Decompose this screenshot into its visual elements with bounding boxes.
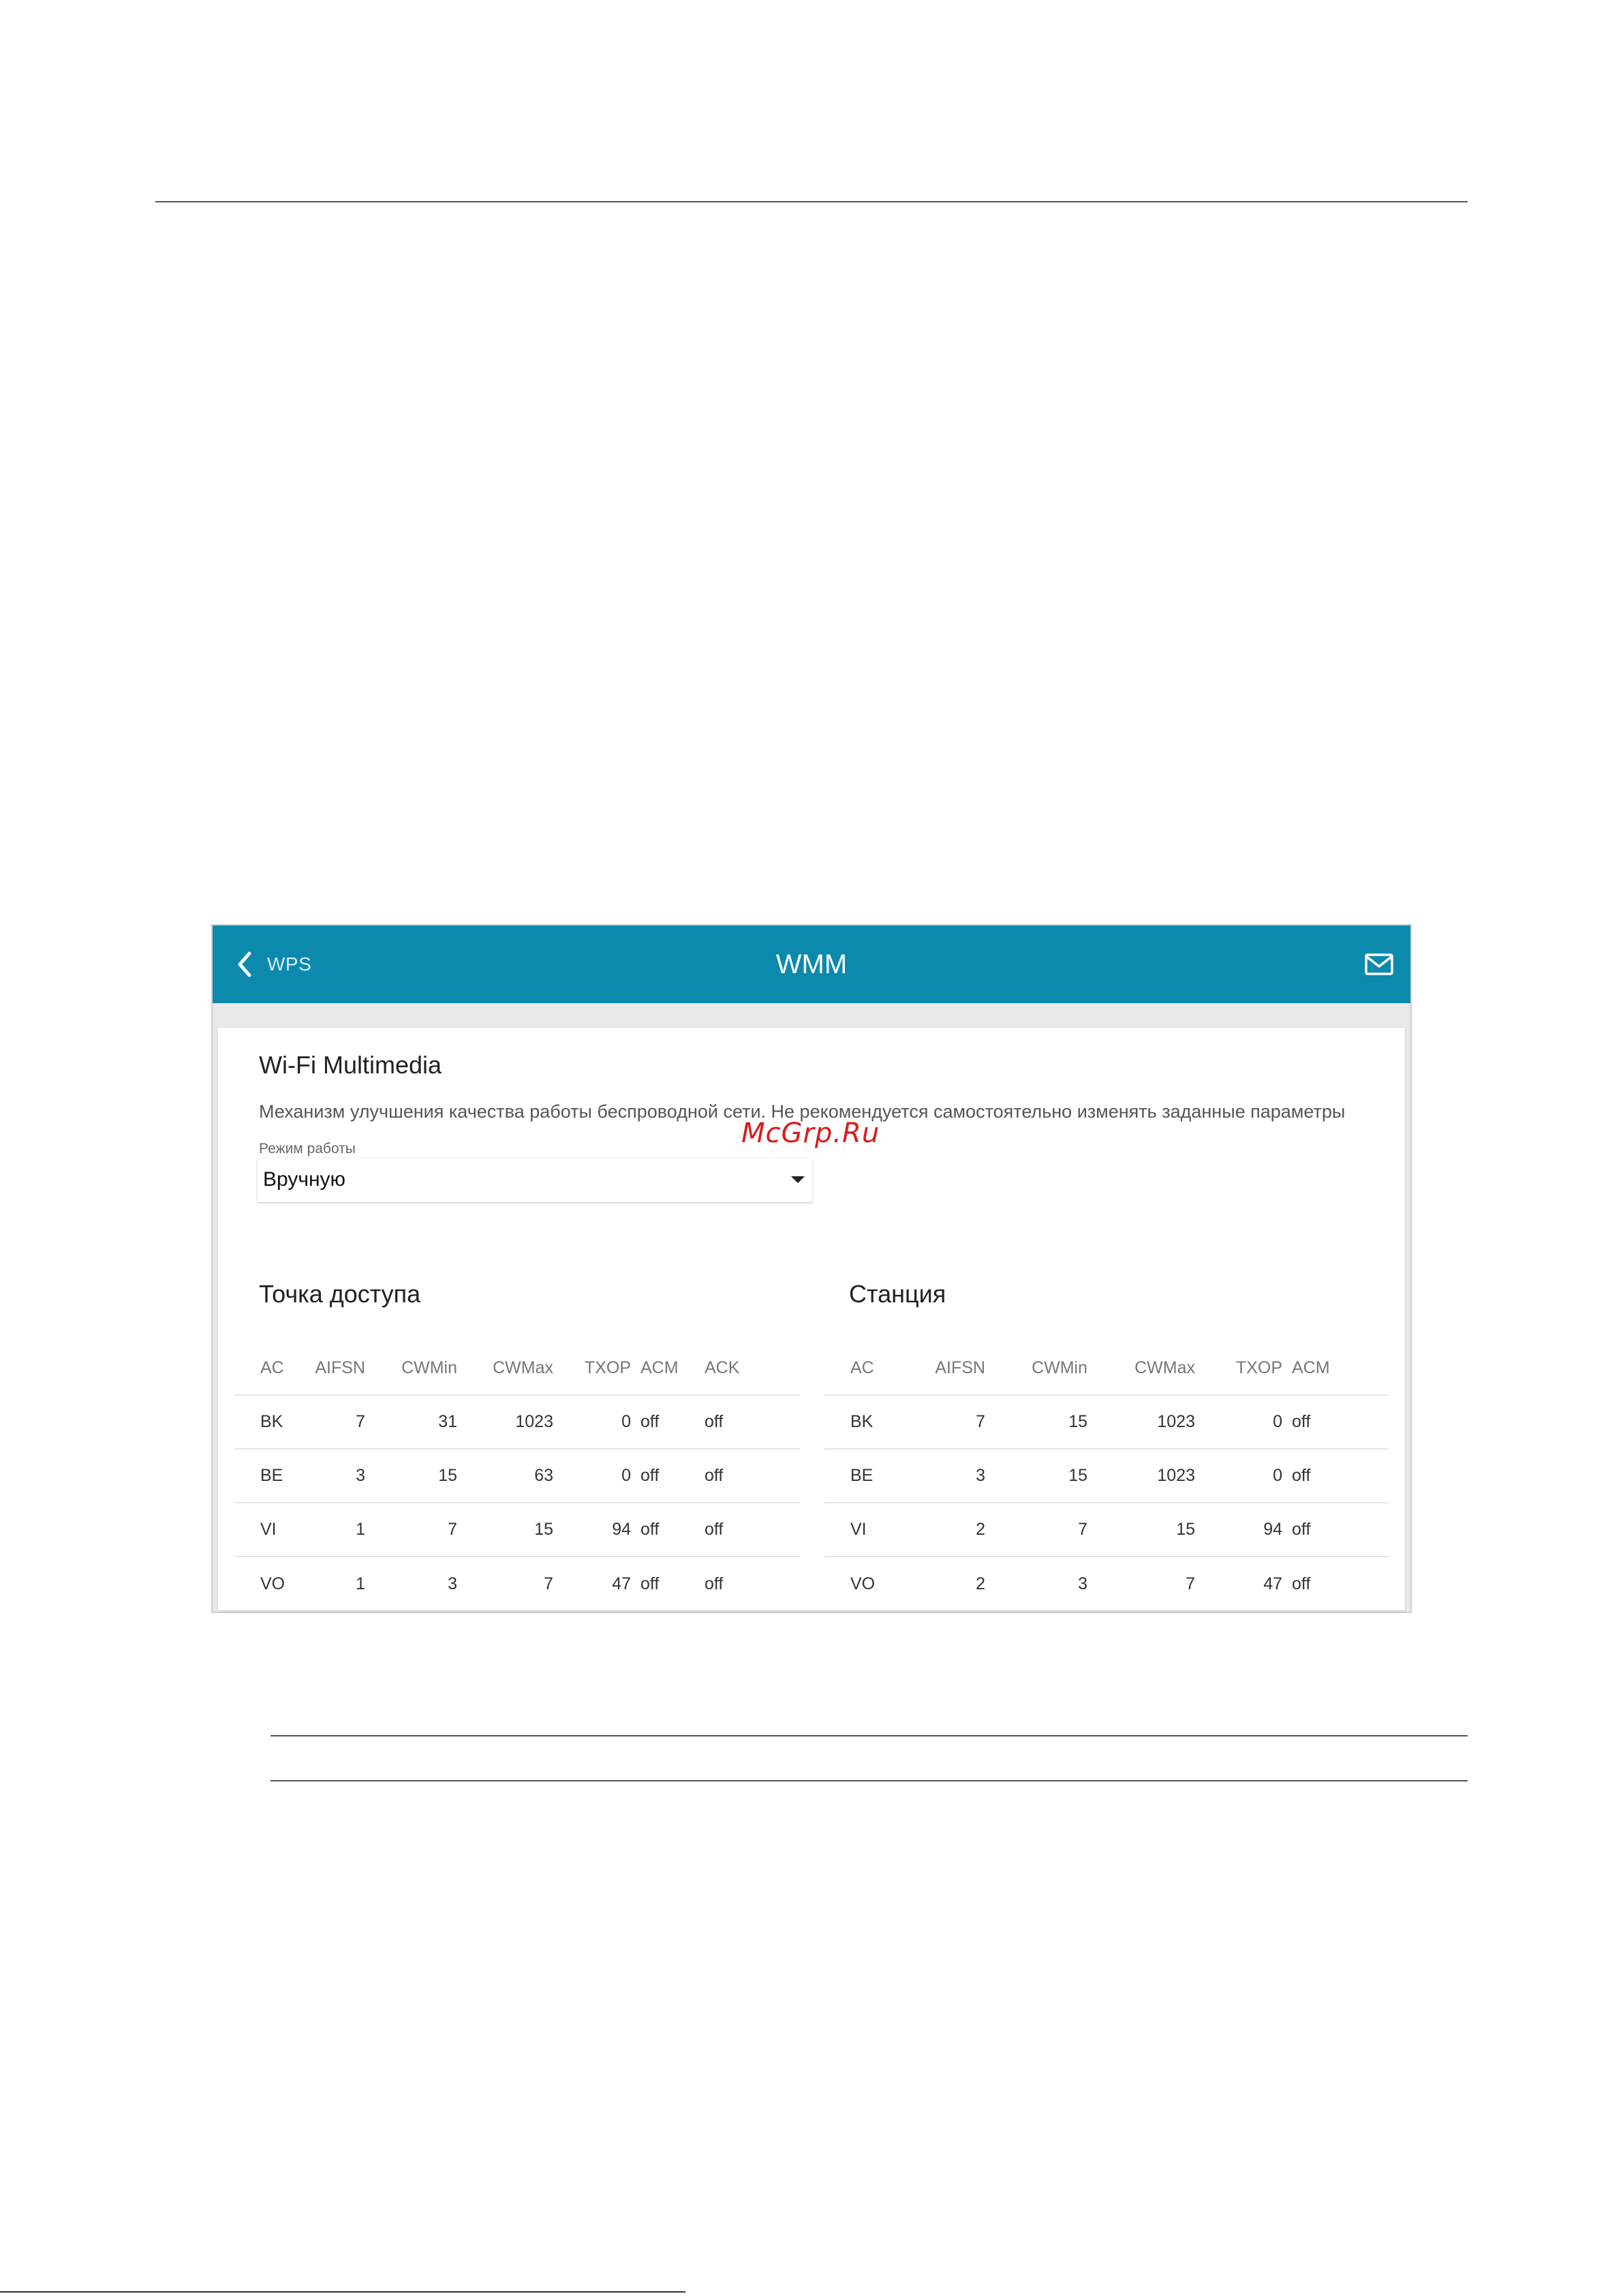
cell-ac: VI [234,1503,303,1557]
cell-aifsn: 3 [893,1449,995,1503]
cell-txop: 0 [563,1449,640,1503]
cell-cwmin: 31 [375,1395,467,1449]
cell-aifsn: 1 [303,1557,375,1610]
table-row [824,1557,1389,1610]
cell-txop: 47 [1205,1557,1292,1610]
watermark: McGrp.Ru [741,1118,880,1149]
cell-cwmin: 3 [375,1557,467,1610]
column-header-cwmax: CWMax [1134,1358,1195,1377]
cell-ac: BK [824,1395,893,1449]
cell-acm: off [1292,1503,1389,1557]
page-title: WMM [775,949,848,979]
column-header-cwmin: CWMin [1032,1358,1087,1377]
footnote-divider [0,2291,685,2293]
cell-txop: 94 [563,1503,640,1557]
cell-cwmax: 7 [1097,1557,1205,1610]
cell-ac: BK [234,1395,303,1449]
cell-acm: off [640,1395,705,1449]
cell-acm: off [1292,1449,1389,1503]
cell-ac: VI [824,1503,893,1557]
column-header-aifsn: AIFSN [315,1358,365,1377]
mode-select-value: Вручную [263,1168,346,1191]
table-row [824,1449,1389,1503]
cell-ack: off [705,1395,800,1449]
cell-cwmax: 15 [1097,1503,1205,1557]
cell-acm: off [640,1449,705,1503]
wmm-screen [211,924,1412,1613]
cell-cwmax: 15 [467,1503,563,1557]
cell-cwmin: 7 [375,1503,467,1557]
cell-cwmax: 1023 [1097,1449,1205,1503]
station-table [824,1341,1389,1610]
table-row [234,1395,800,1449]
table-row [234,1449,800,1503]
cell-txop: 0 [1205,1449,1292,1503]
caret-down-icon [790,1175,805,1184]
divider [270,1735,1468,1736]
mode-label: Режим работы [259,1141,356,1157]
cell-txop: 0 [563,1395,640,1449]
divider [270,1780,1468,1781]
card-description: Механизм улучшения качества работы беспроводной сети. Не рекомендуется самостоятельно изменять заданные параметры [259,1101,1346,1122]
access-point-table [234,1341,800,1610]
card-title: Wi-Fi Multimedia [259,1051,442,1079]
cell-cwmax: 7 [467,1557,563,1610]
cell-cwmin: 7 [995,1503,1097,1557]
station-title: Станция [849,1280,946,1308]
cell-acm: off [1292,1395,1389,1449]
cell-cwmax: 1023 [1097,1395,1205,1449]
column-header-cwmax: CWMax [493,1358,553,1377]
cell-ac: BE [234,1449,303,1503]
column-header-ack: ACK [705,1358,740,1377]
cell-cwmax: 1023 [467,1395,563,1449]
back-label: WPS [267,953,312,975]
cell-ac: VO [234,1557,303,1610]
column-header-acm: ACM [640,1358,679,1377]
cell-cwmin: 15 [995,1395,1097,1449]
wmm-card [218,1028,1405,1610]
mode-select[interactable] [258,1159,812,1202]
table-header-row [234,1341,800,1395]
cell-cwmin: 3 [995,1557,1097,1610]
column-header-ac: AC [260,1358,284,1377]
cell-aifsn: 7 [303,1395,375,1449]
table-row [824,1395,1389,1449]
table-row [824,1503,1389,1557]
column-header-txop: TXOP [1235,1358,1282,1377]
cell-aifsn: 2 [893,1557,995,1610]
cell-txop: 47 [563,1557,640,1610]
cell-ac: BE [824,1449,893,1503]
top-divider [155,201,1468,202]
column-header-acm: ACM [1292,1358,1330,1377]
column-header-txop: TXOP [584,1358,631,1377]
cell-txop: 94 [1205,1503,1292,1557]
table-row [234,1557,800,1610]
cell-aifsn: 7 [893,1395,995,1449]
cell-aifsn: 1 [303,1503,375,1557]
access-point-title: Точка доступа [259,1280,421,1308]
cell-ack: off [705,1557,800,1610]
column-header-cwmin: CWMin [401,1358,457,1377]
column-header-ac: AC [850,1358,874,1377]
column-header-aifsn: AIFSN [935,1358,985,1377]
cell-acm: off [640,1503,705,1557]
cell-ack: off [705,1503,800,1557]
table-header-row [824,1341,1389,1395]
app-header [213,925,1410,1003]
cell-aifsn: 2 [893,1503,995,1557]
cell-ac: VO [824,1557,893,1610]
table-row [234,1503,800,1557]
cell-txop: 0 [1205,1395,1292,1449]
cell-cwmin: 15 [995,1449,1097,1503]
cell-acm: off [1292,1557,1389,1610]
cell-aifsn: 3 [303,1449,375,1503]
cell-acm: off [640,1557,705,1610]
cell-cwmin: 15 [375,1449,467,1503]
mail-icon[interactable] [1364,951,1394,978]
cell-cwmax: 63 [467,1449,563,1503]
cell-ack: off [705,1449,800,1503]
